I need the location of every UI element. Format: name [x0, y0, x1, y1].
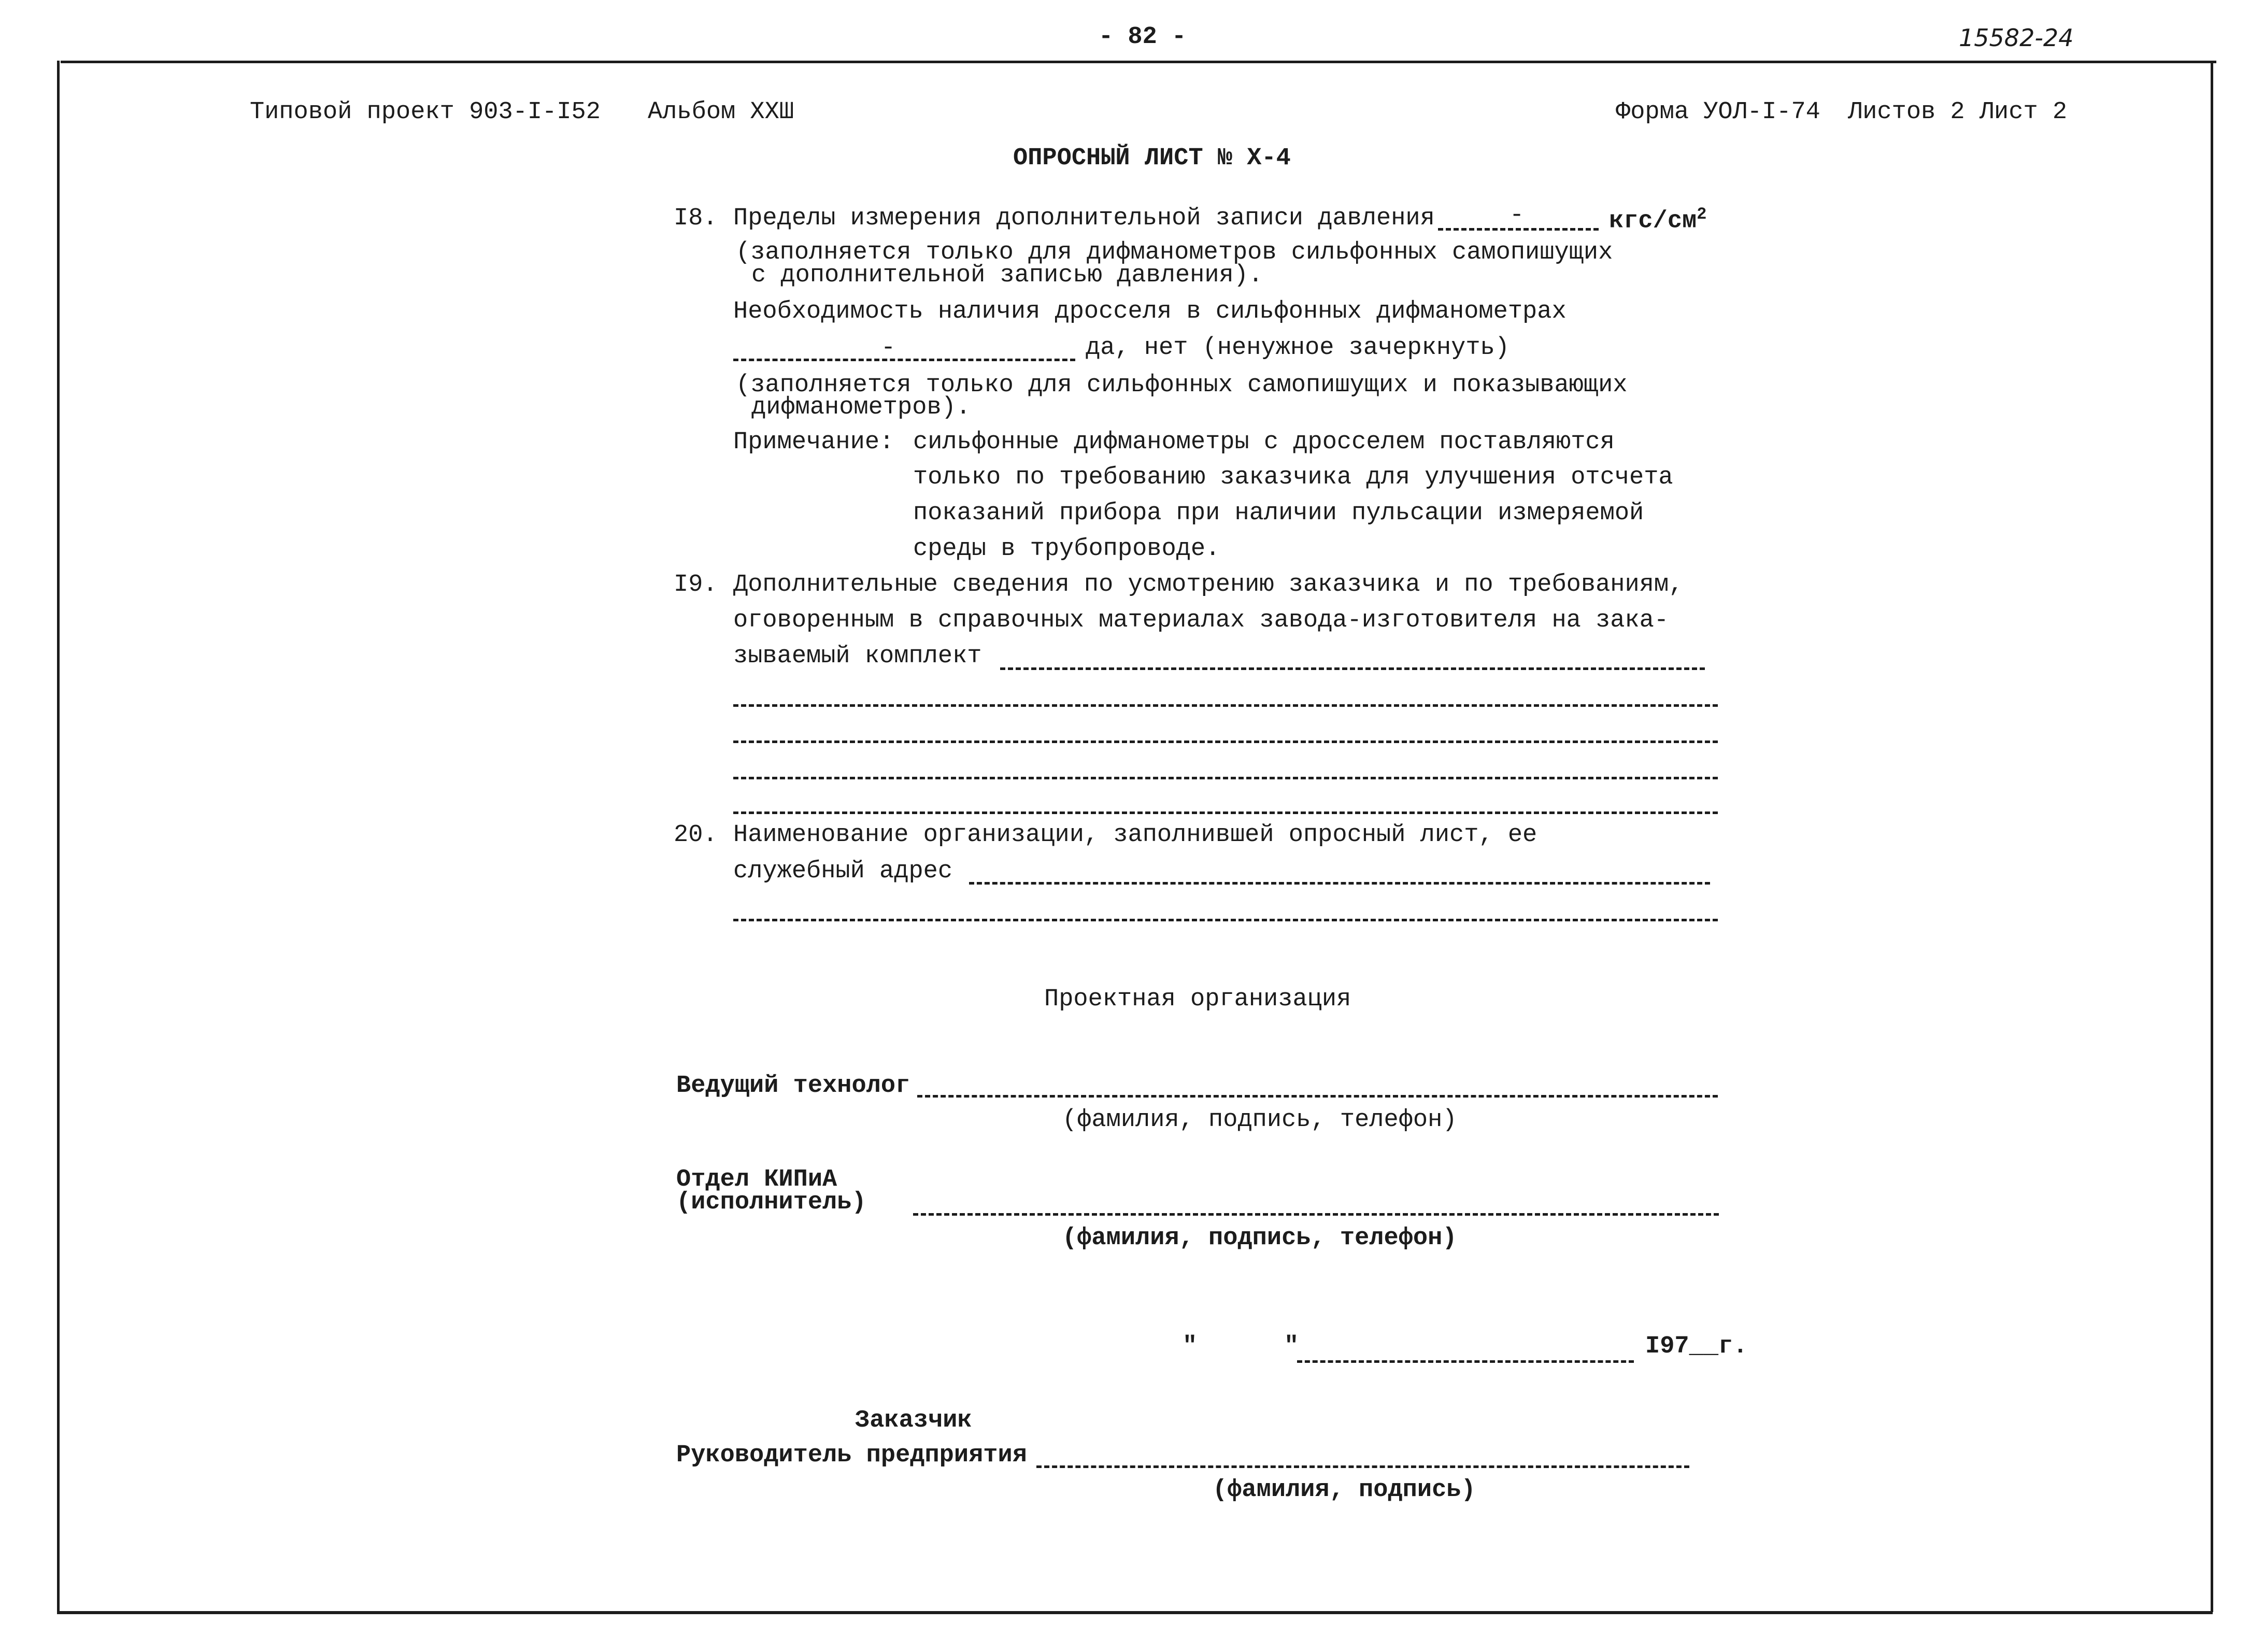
date-year: I97__г. — [1645, 1333, 1748, 1360]
dept-label-line1: Отдел КИПиА — [676, 1166, 837, 1193]
item18-note1-line1: (заполняется только для дифманометров сильфонных самопишущих — [736, 239, 1613, 266]
item18-line1: Пределы измерения дополнительной записи давления — [733, 205, 1435, 232]
date-blank — [1297, 1360, 1634, 1363]
throttle-options: да, нет (ненужное зачеркнуть) — [1086, 334, 1510, 362]
customer-head-hint: (фамилия, подпись) — [1213, 1476, 1476, 1504]
item19-blank-4 — [733, 777, 1718, 779]
item20-number: 20. — [674, 821, 718, 849]
remark-label: Примечание: — [733, 429, 894, 456]
item19-blank-1 — [1000, 667, 1705, 670]
frame-right — [2211, 61, 2213, 1612]
item18-unit: кгс/$см^2$ — [1609, 205, 1707, 235]
remark-line1: сильфонные дифманометры с дросселем поставляются — [913, 429, 1615, 456]
doc-code: 15582-24 — [1959, 24, 2074, 52]
item20-blank-1 — [969, 882, 1710, 885]
frame-left — [57, 61, 60, 1612]
item19-line2: оговоренным в справочных материалах завода-изготовителя на зака- — [733, 607, 1669, 634]
date-quote-open: " — [1183, 1333, 1198, 1360]
dept-hint: (фамилия, подпись, телефон) — [1062, 1224, 1457, 1252]
album-label: Альбом XXШ — [648, 98, 794, 126]
item20-blank-2 — [733, 919, 1718, 921]
throttle-blank — [733, 359, 1075, 361]
lead-technologist-blank — [917, 1095, 1718, 1098]
lead-technologist-label: Ведущий технолог — [676, 1072, 910, 1100]
dept-label-line2: (исполнитель) — [676, 1189, 866, 1216]
customer-head-label: Руководитель предприятия — [676, 1442, 1027, 1469]
project-label: Типовой проект 903-I-I52 — [250, 98, 601, 126]
throttle-sep: - — [881, 334, 896, 362]
item18-range-sep: - — [1510, 202, 1525, 229]
page-number: - 82 - — [1099, 23, 1187, 51]
lead-technologist-hint: (фамилия, подпись, телефон) — [1062, 1106, 1457, 1134]
design-org-heading: Проектная организация — [1044, 986, 1351, 1013]
item19-number: I9. — [674, 571, 718, 599]
item19-blank-2 — [733, 704, 1718, 707]
page-title: ОПРОСНЫЙ ЛИСТ № Х-4 — [1013, 145, 1291, 172]
dept-blank — [913, 1213, 1719, 1216]
item18-note2-line1: (заполняется только для сильфонных самопишущих и показывающих — [736, 372, 1628, 399]
date-quote-close: " — [1284, 1333, 1299, 1360]
item18-note1-line2: с дополнительной записью давления). — [751, 262, 1263, 289]
frame-bottom — [57, 1611, 2213, 1614]
frame-top — [61, 61, 2216, 63]
form-label: Форма УОЛ-I-74 — [1616, 98, 1820, 126]
item19-blank-3 — [733, 740, 1718, 743]
item18-number: I8. — [674, 205, 718, 232]
item20-line1: Наименование организации, заполнившей опросный лист, ее — [733, 821, 1537, 849]
remark-line2: только по требованию заказчика для улучшения отсчета — [913, 464, 1673, 491]
item20-line2: служебный адрес — [733, 858, 953, 885]
sheets-label: Листов 2 Лист 2 — [1848, 98, 2068, 126]
throttle-question: Необходимость наличия дросселя в сильфонных дифманометрах — [733, 298, 1567, 325]
item19-blank-5 — [733, 811, 1718, 814]
item19-line1: Дополнительные сведения по усмотрению заказчика и по требованиям, — [733, 571, 1684, 599]
customer-head-blank — [1036, 1465, 1689, 1468]
item18-note2-line2: дифманометров). — [751, 394, 971, 421]
customer-heading: Заказчик — [855, 1407, 972, 1434]
remark-line4: среды в трубопроводе. — [913, 535, 1220, 563]
item19-line3: зываемый комплект — [733, 643, 982, 670]
remark-line3: показаний прибора при наличии пульсации измеряемой — [913, 500, 1644, 527]
